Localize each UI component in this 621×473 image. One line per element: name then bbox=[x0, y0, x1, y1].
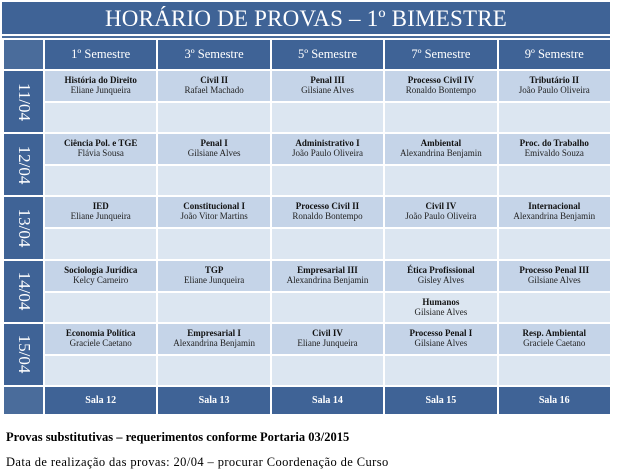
exam-subject: Civil IV bbox=[425, 201, 457, 212]
exam-entry bbox=[158, 197, 269, 221]
schedule-cell bbox=[157, 228, 270, 259]
exam-entry bbox=[158, 71, 269, 95]
schedule-cell bbox=[44, 260, 157, 292]
schedule-cell bbox=[384, 70, 497, 102]
schedule-cell bbox=[271, 228, 384, 259]
exam-subject: Constitucional I bbox=[183, 201, 245, 212]
schedule-cell bbox=[498, 70, 611, 102]
schedule-cell bbox=[498, 323, 611, 355]
semester-header-row bbox=[3, 39, 611, 70]
exam-entry bbox=[272, 197, 383, 221]
exam-teacher: Graciele Caetano bbox=[523, 337, 586, 348]
corner-cell bbox=[3, 39, 44, 70]
schedule-cell bbox=[157, 102, 270, 133]
day-cell bbox=[3, 70, 44, 133]
exam-teacher: Eliane Junqueira bbox=[297, 337, 358, 348]
exam-teacher: Gisley Alves bbox=[417, 274, 464, 285]
exam-teacher: Gilsiane Alves bbox=[414, 306, 468, 317]
exam-subject: Ciência Pol. e TGE bbox=[64, 138, 138, 149]
schedule-cell bbox=[271, 260, 384, 292]
schedule-cell bbox=[498, 355, 611, 386]
schedule-cell bbox=[271, 133, 384, 165]
exam-teacher: Ronaldo Bontempo bbox=[292, 211, 363, 222]
room-row bbox=[3, 386, 611, 415]
exam-entry bbox=[272, 134, 383, 158]
exam-subject: Civil II bbox=[200, 75, 228, 85]
exam-teacher: Ronaldo Bontempo bbox=[405, 85, 476, 95]
exam-teacher: Emivaldo Souza bbox=[524, 148, 584, 159]
day-cell bbox=[3, 260, 44, 323]
exam-subject: Processo Civil IV bbox=[407, 75, 475, 85]
schedule-cell bbox=[44, 292, 157, 323]
schedule-cell bbox=[498, 228, 611, 259]
schedule-cell bbox=[157, 260, 270, 292]
semester-header: 9º Semestre bbox=[498, 39, 611, 70]
exam-subject: TGP bbox=[204, 264, 224, 275]
exam-teacher: Alexandrina Benjamin bbox=[400, 148, 482, 159]
exam-subject: Civil IV bbox=[312, 327, 343, 338]
exam-entry bbox=[272, 324, 383, 348]
schedule-cell bbox=[271, 355, 384, 386]
exam-schedule-sheet bbox=[2, 2, 610, 416]
schedule-cell bbox=[44, 133, 157, 165]
exam-teacher: Kelcy Carneiro bbox=[73, 274, 129, 285]
exam-teacher: Alexandrina Benjamin bbox=[513, 211, 596, 222]
schedule-cell bbox=[498, 102, 611, 133]
exam-entry bbox=[272, 261, 383, 285]
exam-teacher: Flávia Sousa bbox=[77, 148, 124, 159]
schedule-cell bbox=[384, 102, 497, 133]
exam-entry bbox=[45, 197, 156, 221]
exam-entry bbox=[499, 324, 610, 348]
schedule-row bbox=[3, 165, 611, 196]
exam-date-note: Data de realização das provas: 20/04 – procurar Coordenação de Curso bbox=[6, 455, 389, 469]
exam-subject: Internacional bbox=[528, 201, 581, 212]
schedule-cell bbox=[44, 165, 157, 196]
schedule-cell bbox=[498, 165, 611, 196]
schedule-row bbox=[3, 323, 611, 355]
exam-subject: Ambiental bbox=[420, 138, 462, 149]
exam-entry bbox=[385, 197, 496, 221]
schedule-cell bbox=[498, 292, 611, 323]
page-title: HORÁRIO DE PROVAS – 1º BIMESTRE bbox=[2, 2, 610, 36]
semester-header: 5º Semestre bbox=[271, 39, 384, 70]
schedule-cell bbox=[498, 196, 611, 228]
exam-teacher: Eliane Junqueira bbox=[183, 274, 245, 285]
exam-subject: História do Direito bbox=[64, 75, 137, 85]
exam-entry bbox=[158, 134, 269, 158]
schedule-row bbox=[3, 228, 611, 259]
semester-header: 3º Semestre bbox=[157, 39, 270, 70]
schedule-cell bbox=[384, 323, 497, 355]
exam-teacher: João Vitor Martins bbox=[180, 211, 248, 222]
schedule-cell bbox=[44, 196, 157, 228]
schedule-cell bbox=[44, 102, 157, 133]
schedule-cell bbox=[271, 165, 384, 196]
schedule-cell bbox=[384, 196, 497, 228]
day-label: 11/04 bbox=[14, 82, 34, 121]
exam-teacher: Graciele Caetano bbox=[69, 337, 132, 348]
exam-entry bbox=[499, 261, 610, 285]
exam-teacher: Rafael Machado bbox=[184, 85, 244, 95]
schedule-cell bbox=[157, 70, 270, 102]
exam-subject: Tributário II bbox=[529, 75, 580, 85]
exam-teacher: Alexandrina Benjamin bbox=[173, 337, 255, 348]
schedule-cell bbox=[157, 323, 270, 355]
exam-subject: Empresarial I bbox=[187, 327, 241, 338]
day-label: 13/04 bbox=[14, 208, 34, 248]
exam-teacher: Gilsiane Alves bbox=[301, 85, 354, 95]
schedule-cell bbox=[44, 323, 157, 355]
room-label: Sala 16 bbox=[498, 386, 611, 415]
exam-entry bbox=[45, 324, 156, 348]
schedule-cell bbox=[384, 292, 497, 323]
exam-subject: Processo Penal III bbox=[519, 264, 590, 275]
semester-header: 1º Semestre bbox=[44, 39, 157, 70]
schedule-cell bbox=[157, 133, 270, 165]
day-label: 14/04 bbox=[14, 271, 34, 311]
exam-entry bbox=[45, 134, 156, 158]
exam-subject: Economia Política bbox=[65, 327, 136, 338]
exam-teacher: Gilsiane Alves bbox=[414, 337, 468, 348]
schedule-cell bbox=[384, 228, 497, 259]
room-label: Sala 13 bbox=[157, 386, 270, 415]
exam-subject: Administrativo I bbox=[295, 138, 360, 149]
schedule-cell bbox=[157, 355, 270, 386]
semester-header: 7º Semestre bbox=[384, 39, 497, 70]
day-cell bbox=[3, 323, 44, 386]
schedule-row bbox=[3, 355, 611, 386]
schedule-row bbox=[3, 133, 611, 165]
exam-teacher: Eliane Junqueira bbox=[70, 85, 131, 95]
exam-subject: Sociologia Jurídica bbox=[64, 264, 138, 275]
exam-entry bbox=[385, 134, 496, 158]
schedule-cell bbox=[498, 260, 611, 292]
exam-entry bbox=[45, 261, 156, 285]
exam-teacher: Eliane Junqueira bbox=[70, 211, 131, 222]
exam-subject: Penal I bbox=[200, 138, 228, 149]
exam-entry bbox=[158, 324, 269, 348]
exam-entry bbox=[385, 293, 496, 317]
day-cell bbox=[3, 133, 44, 196]
schedule-cell bbox=[498, 133, 611, 165]
schedule-cell bbox=[384, 260, 497, 292]
schedule-row bbox=[3, 260, 611, 292]
schedule-cell bbox=[271, 70, 384, 102]
exam-entry bbox=[385, 261, 496, 285]
substitute-exams-note: Provas substitutivas – requerimentos conforme Portaria 03/2015 bbox=[6, 430, 350, 444]
exam-subject: Proc. do Trabalho bbox=[519, 138, 589, 149]
exam-subject: Processo Civil II bbox=[295, 201, 360, 212]
day-cell bbox=[3, 196, 44, 259]
exam-teacher: Alexandrina Benjamin bbox=[286, 274, 369, 285]
exam-entry bbox=[499, 71, 610, 95]
exam-teacher: João Paulo Oliveira bbox=[405, 211, 477, 222]
schedule-row bbox=[3, 196, 611, 228]
schedule-cell bbox=[271, 196, 384, 228]
schedule-table bbox=[2, 38, 612, 416]
day-label: 12/04 bbox=[14, 145, 34, 185]
exam-teacher: João Paulo Oliveira bbox=[518, 85, 590, 95]
schedule-cell bbox=[384, 355, 497, 386]
schedule-cell bbox=[271, 292, 384, 323]
schedule-cell bbox=[157, 165, 270, 196]
exam-entry bbox=[45, 71, 156, 95]
exam-subject: Ética Profissional bbox=[407, 264, 475, 275]
exam-subject: IED bbox=[92, 201, 109, 212]
exam-subject: Processo Penal I bbox=[409, 327, 473, 338]
schedule-row bbox=[3, 70, 611, 102]
day-label: 15/04 bbox=[14, 335, 34, 374]
schedule-row bbox=[3, 102, 611, 133]
exam-entry bbox=[272, 71, 383, 95]
exam-teacher: Gilsiane Alves bbox=[527, 274, 581, 285]
exam-subject: Humanos bbox=[422, 296, 460, 307]
corner-cell bbox=[3, 386, 44, 415]
schedule-cell bbox=[157, 292, 270, 323]
schedule-cell bbox=[384, 133, 497, 165]
schedule-cell bbox=[44, 70, 157, 102]
exam-subject: Penal III bbox=[310, 75, 345, 85]
schedule-cell bbox=[271, 102, 384, 133]
exam-entry bbox=[499, 134, 610, 158]
room-label: Sala 15 bbox=[384, 386, 497, 415]
schedule-cell bbox=[271, 323, 384, 355]
exam-subject: Resp. Ambiental bbox=[522, 327, 587, 338]
exam-entry bbox=[385, 324, 496, 348]
schedule-cell bbox=[44, 228, 157, 259]
schedule-row bbox=[3, 292, 611, 323]
exam-teacher: João Paulo Oliveira bbox=[291, 148, 363, 159]
exam-entry bbox=[385, 71, 496, 95]
room-label: Sala 14 bbox=[271, 386, 384, 415]
exam-entry bbox=[499, 197, 610, 221]
room-label: Sala 12 bbox=[44, 386, 157, 415]
schedule-body bbox=[3, 70, 611, 386]
schedule-cell bbox=[384, 165, 497, 196]
exam-teacher: Gilsiane Alves bbox=[187, 148, 241, 159]
schedule-cell bbox=[44, 355, 157, 386]
exam-entry bbox=[158, 261, 269, 285]
schedule-cell bbox=[157, 196, 270, 228]
exam-subject: Empresarial III bbox=[297, 264, 358, 275]
